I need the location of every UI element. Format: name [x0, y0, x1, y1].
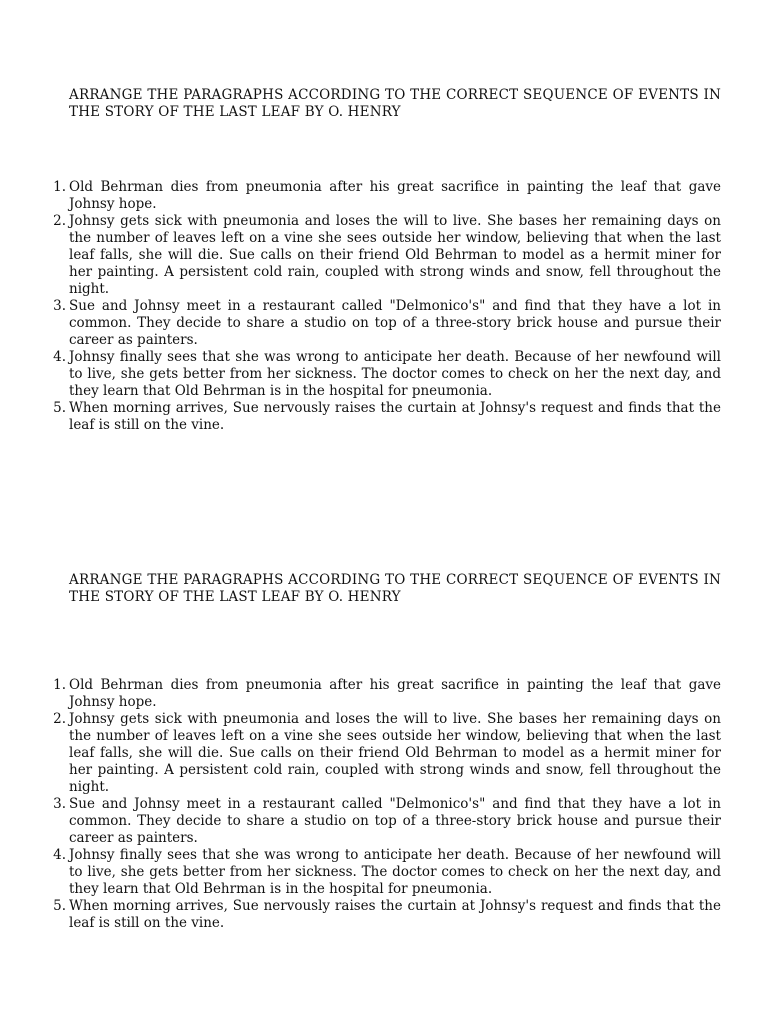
- list-item: [53, 796, 721, 847]
- item-text: Johnsy finally sees that she was wrong to anticipate her death. Because of her newfound will to live, she gets better from her sickness. The doctor comes to check on her the next day, and they learn that Old Behrman is in the hospital for pneumonia.: [69, 349, 721, 399]
- item-number: 2.: [53, 213, 66, 229]
- item-text: Sue and Johnsy meet in a restaurant called "Delmonico's" and find that they have a lot in common. They decide to share a studio on top of a three-story brick house and pursue their career as painters.: [69, 298, 721, 348]
- item-number: 1.: [53, 179, 66, 195]
- list-item: [53, 400, 721, 434]
- item-text: Johnsy gets sick with pneumonia and loses the will to live. She bases her remaining days on the number of leaves left on a vine she sees outside her window, believing that when the last leaf falls, she will die. Sue calls on their friend Old Behrman to model as a hermit miner for her painting. A persistent cold rain, coupled with strong winds and snow, fell throughout the night.: [69, 711, 721, 795]
- item-text: Sue and Johnsy meet in a restaurant called "Delmonico's" and find that they have a lot in common. They decide to share a studio on top of a three-story brick house and pursue their career as painters.: [69, 796, 721, 846]
- event-list: [53, 677, 721, 932]
- list-item: [53, 898, 721, 932]
- item-number: 2.: [53, 711, 66, 727]
- item-number: 1.: [53, 677, 66, 693]
- list-item: [53, 179, 721, 213]
- item-text: Old Behrman dies from pneumonia after his great sacrifice in painting the leaf that gave Johnsy hope.: [69, 179, 721, 212]
- item-number: 4.: [53, 349, 66, 365]
- item-text: When morning arrives, Sue nervously raises the curtain at Johnsy's request and finds that the leaf is still on the vine.: [69, 898, 721, 931]
- item-number: 3.: [53, 298, 66, 314]
- list-item: [53, 711, 721, 796]
- item-text: When morning arrives, Sue nervously raises the curtain at Johnsy's request and finds that the leaf is still on the vine.: [69, 400, 721, 433]
- event-list: [53, 179, 721, 434]
- section-heading: ARRANGE THE PARAGRAPHS ACCORDING TO THE CORRECT SEQUENCE OF EVENTS IN THE STORY OF THE LAST LEAF BY O. HENRY: [69, 87, 721, 120]
- list-item: [53, 349, 721, 400]
- list-item: [53, 213, 721, 298]
- item-number: 5.: [53, 898, 66, 914]
- section-heading: ARRANGE THE PARAGRAPHS ACCORDING TO THE CORRECT SEQUENCE OF EVENTS IN THE STORY OF THE LAST LEAF BY O. HENRY: [69, 572, 721, 605]
- list-item: [53, 677, 721, 711]
- item-number: 3.: [53, 796, 66, 812]
- item-number: 4.: [53, 847, 66, 863]
- list-item: [53, 847, 721, 898]
- item-number: 5.: [53, 400, 66, 416]
- item-text: Old Behrman dies from pneumonia after his great sacrifice in painting the leaf that gave Johnsy hope.: [69, 677, 721, 710]
- list-item: [53, 298, 721, 349]
- item-text: Johnsy finally sees that she was wrong to anticipate her death. Because of her newfound will to live, she gets better from her sickness. The doctor comes to check on her the next day, and they learn that Old Behrman is in the hospital for pneumonia.: [69, 847, 721, 897]
- item-text: Johnsy gets sick with pneumonia and loses the will to live. She bases her remaining days on the number of leaves left on a vine she sees outside her window, believing that when the last leaf falls, she will die. Sue calls on their friend Old Behrman to model as a hermit miner for her painting. A persistent cold rain, coupled with strong winds and snow, fell throughout the night.: [69, 213, 721, 297]
